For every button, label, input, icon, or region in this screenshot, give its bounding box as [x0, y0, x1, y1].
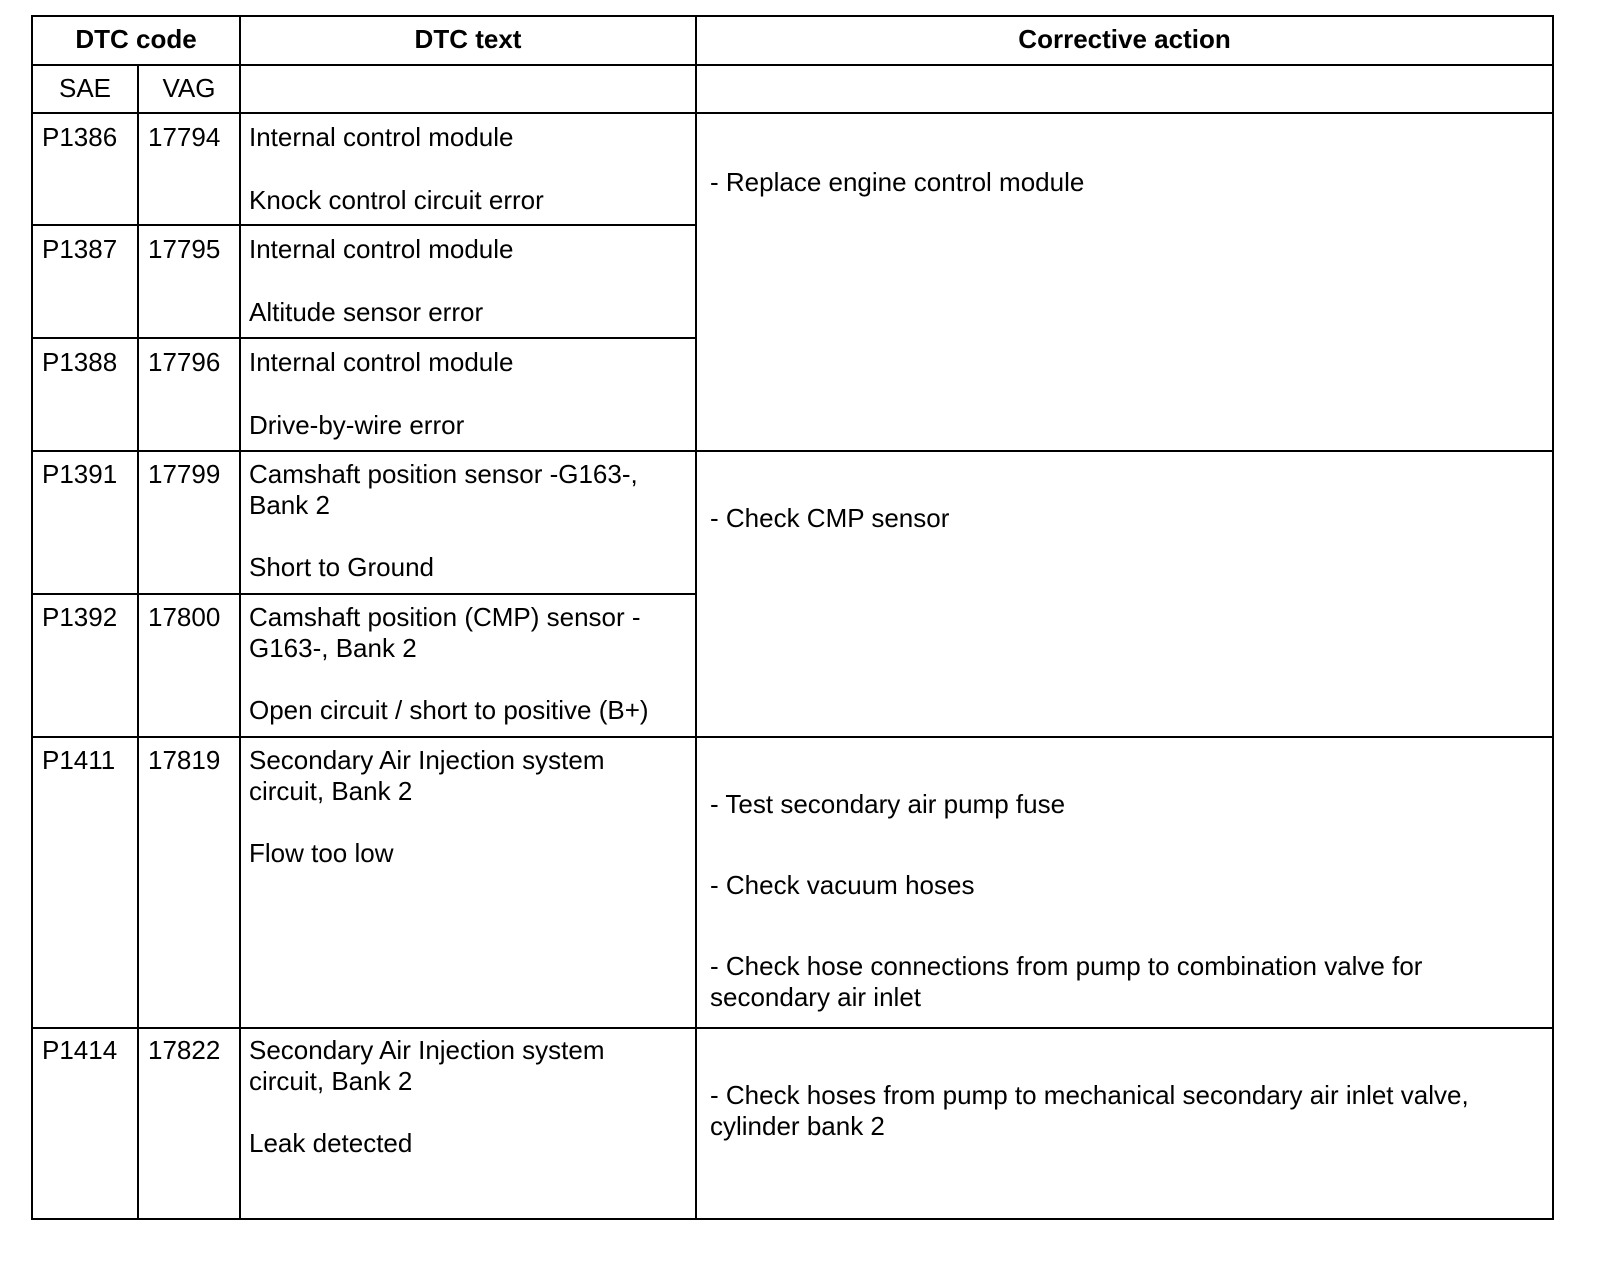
dtc-description: Internal control module	[249, 122, 514, 152]
vag-code: 17794	[148, 122, 221, 152]
vag-code: 17795	[148, 234, 221, 264]
vag-code: 17800	[148, 602, 221, 632]
header-dtc-code: DTC code	[75, 24, 197, 54]
dtc-condition: Open circuit / short to positive (B+)	[249, 695, 649, 725]
table-bottom-border	[31, 1218, 1554, 1220]
row-divider	[31, 224, 696, 226]
subheader-divider	[31, 112, 1554, 114]
dtc-condition: Drive-by-wire error	[249, 410, 465, 440]
dtc-condition: Short to Ground	[249, 552, 434, 582]
dtc-description: Secondary Air Injection system circuit, Bank 2	[249, 745, 605, 806]
text-action-divider	[695, 15, 697, 1220]
action-item: - Check CMP sensor	[710, 503, 950, 533]
vag-code: 17819	[148, 745, 221, 775]
row-divider	[31, 736, 1554, 738]
action-item: - Check hoses from pump to mechanical secondary air inlet valve, cylinder bank 2	[710, 1080, 1469, 1141]
dtc-description: Internal control module	[249, 347, 514, 377]
row-divider	[31, 337, 696, 339]
table-left-border	[31, 15, 33, 1220]
dtc-condition: Leak detected	[249, 1128, 413, 1158]
sae-code: P1387	[42, 234, 118, 264]
corrective-action-secondary-air-flow	[710, 758, 1540, 1063]
header-vag: VAG	[162, 73, 216, 103]
dtc-description: Camshaft position (CMP) sensor - G163-, Bank 2	[249, 602, 641, 663]
code-text-divider	[239, 15, 241, 1220]
dtc-description: Camshaft position sensor -G163-, Bank 2	[249, 459, 638, 520]
sae-vag-divider	[137, 64, 139, 1220]
table-top-border	[31, 15, 1554, 17]
dtc-condition: Altitude sensor error	[249, 297, 484, 327]
header-dtc-text: DTC text	[414, 24, 522, 54]
dtc-description: Secondary Air Injection system circuit, Bank 2	[249, 1035, 605, 1096]
header-corrective-action: Corrective action	[1018, 24, 1231, 54]
header-divider	[31, 64, 1554, 66]
row-divider	[31, 593, 696, 595]
action-item: - Replace engine control module	[710, 167, 1085, 197]
vag-code: 17799	[148, 459, 221, 489]
dtc-description: Internal control module	[249, 234, 514, 264]
table-right-border	[1552, 15, 1554, 1220]
dtc-condition: Knock control circuit error	[249, 185, 544, 215]
vag-code: 17822	[148, 1035, 221, 1065]
sae-code: P1411	[42, 745, 116, 775]
action-item: - Check hose connections from pump to combination valve for secondary air inlet	[710, 951, 1423, 1012]
dtc-condition: Flow too low	[249, 838, 394, 868]
header-sae: SAE	[58, 73, 112, 103]
corrective-action-ecm	[710, 136, 1540, 248]
sae-code: P1414	[42, 1035, 118, 1065]
corrective-action-secondary-air-leak	[710, 1049, 1540, 1192]
sae-code: P1392	[42, 602, 118, 632]
sae-code: P1391	[42, 459, 118, 489]
row-divider	[31, 450, 1554, 452]
sae-code: P1386	[42, 122, 118, 152]
action-item: - Check vacuum hoses	[710, 870, 975, 900]
corrective-action-cmp	[710, 472, 1540, 584]
action-item: - Test secondary air pump fuse	[710, 789, 1066, 819]
vag-code: 17796	[148, 347, 221, 377]
sae-code: P1388	[42, 347, 118, 377]
